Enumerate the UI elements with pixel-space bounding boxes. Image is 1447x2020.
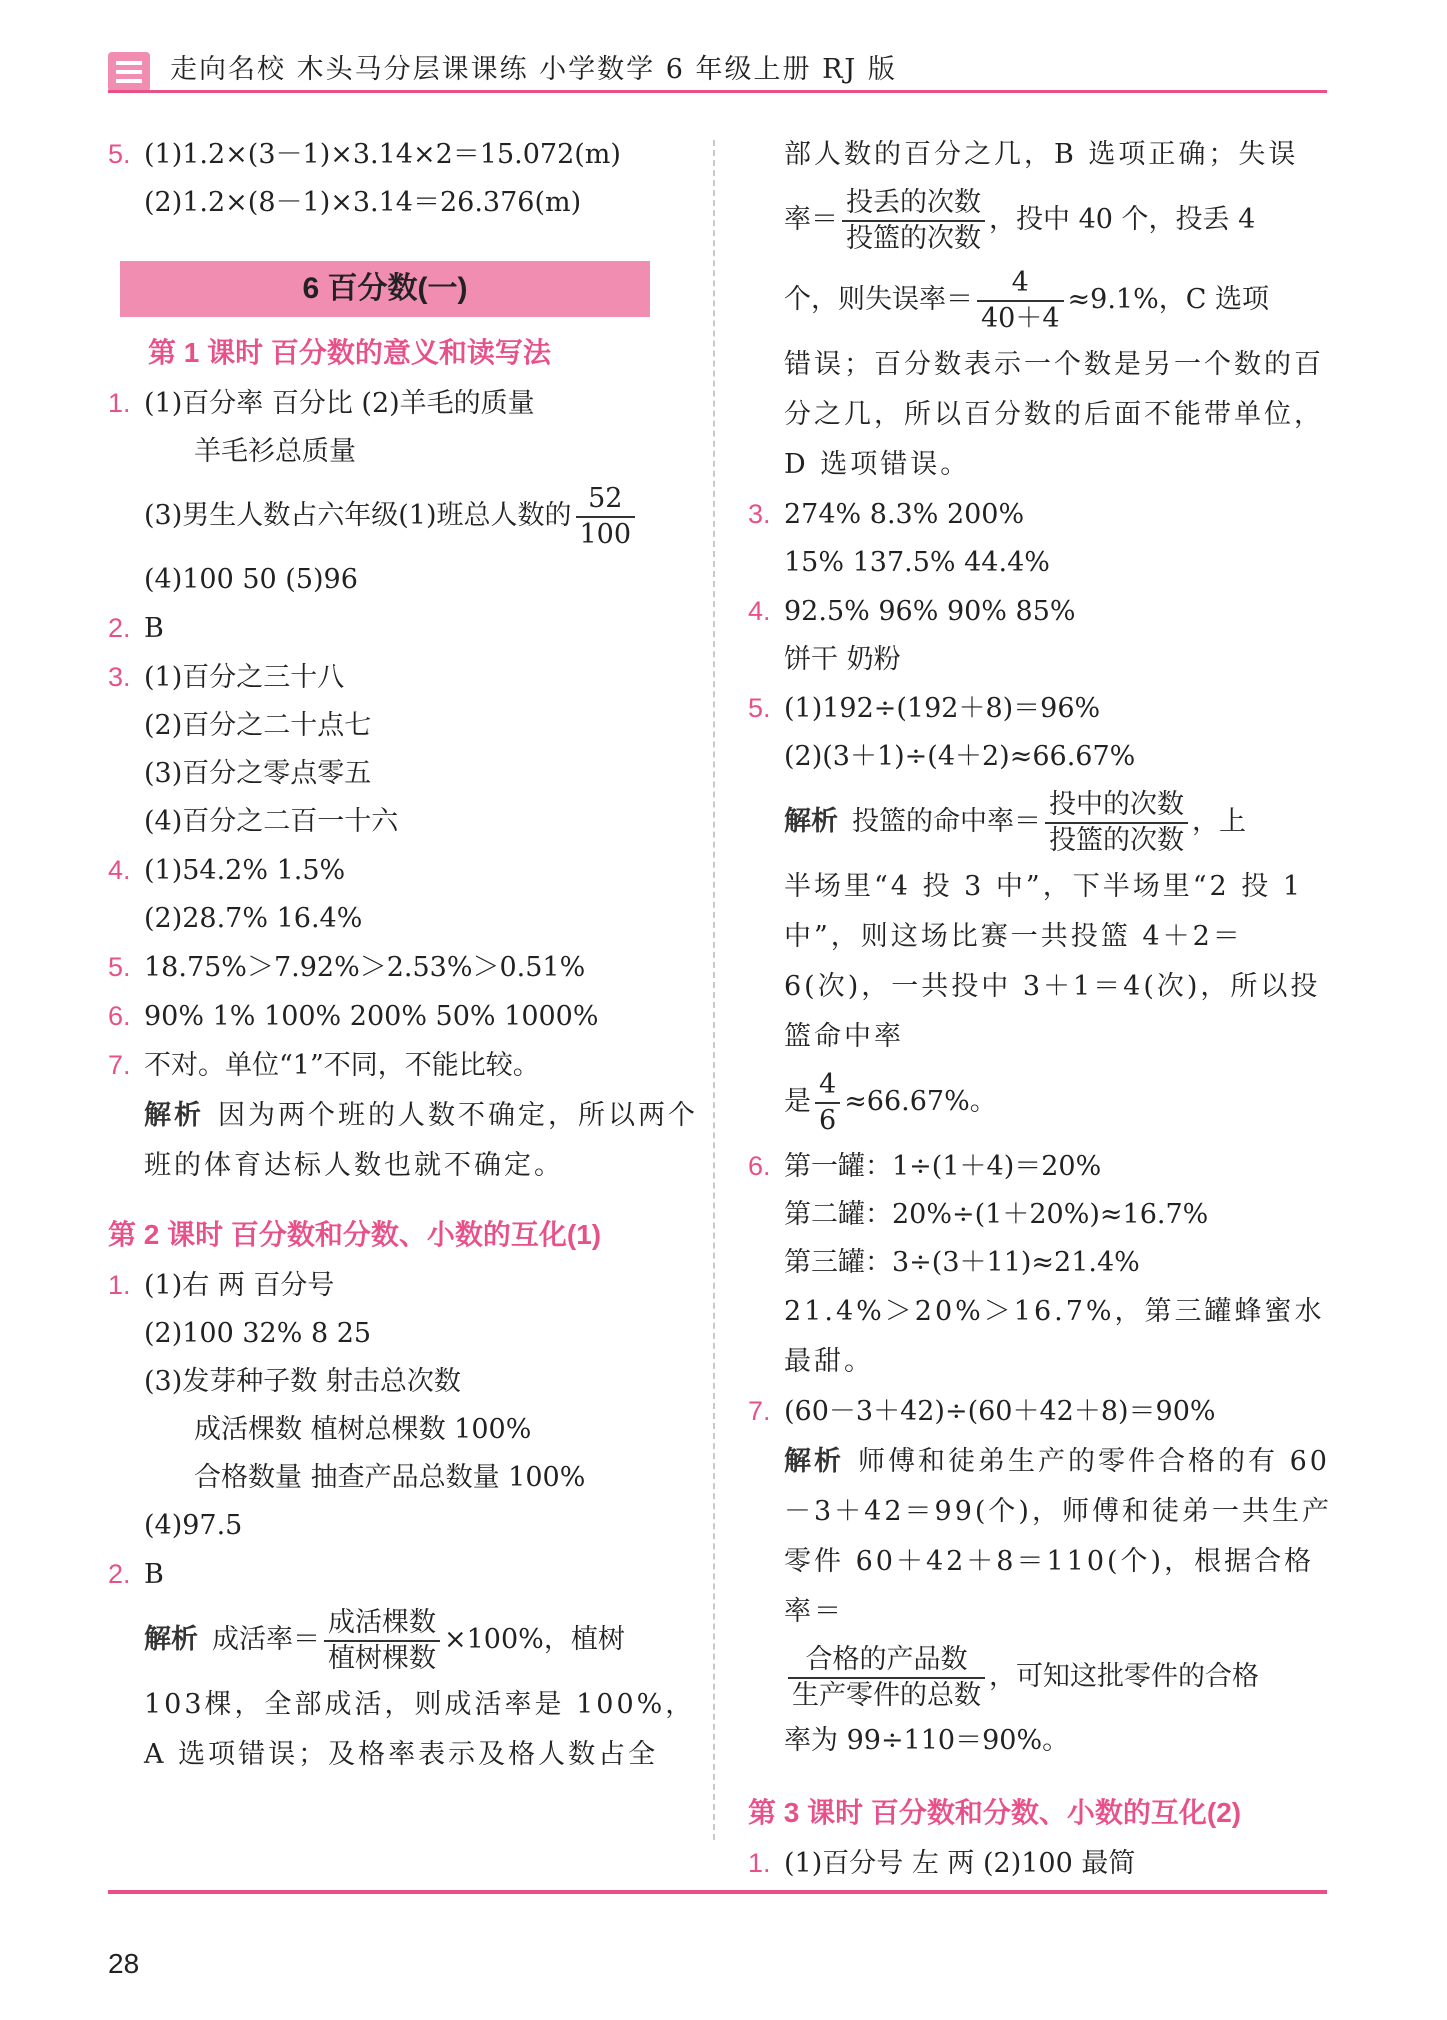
fraction: $\frac{\text{成活棵数}}{\text{植树棵数}}$ bbox=[324, 1606, 440, 1676]
l1-answer-3a: 3. (1)百分之三十八 bbox=[108, 662, 345, 693]
column-divider bbox=[713, 140, 715, 1840]
l1-answer-7: 7. 不对。单位“1”不同，不能比较。 bbox=[108, 1050, 540, 1081]
l1-answer-3c: (3)百分之零点零五 bbox=[144, 758, 372, 789]
l2-answer-1e: 合格数量 抽查产品总数量 100% bbox=[194, 1462, 586, 1493]
l2-answer-5a: 5. (1)192÷(192＋8)＝96% bbox=[748, 693, 1101, 724]
left-column bbox=[108, 130, 698, 1780]
l2-answer-5b: (2)(3＋1)÷(4＋2)≈66.67% bbox=[784, 741, 1136, 772]
header-logo-icon bbox=[108, 52, 150, 92]
l1-answer-1c: (3)男生人数占六年级(1)班总人数的 $\frac{52}{100}$ bbox=[108, 476, 698, 556]
l2-analysis-2: 解析 成活率＝ $\frac{\text{成活棵数}}{\text{植树棵数}}$ ×100%，植树 bbox=[144, 1606, 625, 1674]
l2-answer-6a: 6. 第一罐：1÷(1＋4)＝20% bbox=[748, 1151, 1102, 1182]
l2-answer-1c: (3)发芽种子数 射击总次数 bbox=[144, 1366, 461, 1397]
l2-answer-2: 2. B bbox=[108, 1559, 164, 1590]
answer-5-1: 5. (1)1.2×(3－1)×3.14×2＝15.072(m) bbox=[108, 139, 621, 170]
l1-answer-3d: (4)百分之二百一十六 bbox=[144, 806, 399, 837]
footer-rule bbox=[108, 1890, 1327, 1894]
l2-answer-1a: 1. (1)右 两 百分号 bbox=[108, 1270, 335, 1301]
lesson-3-title: 第 3 课时 百分数和分数、小数的互化(2) bbox=[748, 1797, 1242, 1828]
l2-answer-1f: (4)97.5 bbox=[144, 1510, 243, 1541]
l2-answer-4b: 饼干 奶粉 bbox=[784, 644, 901, 675]
l1-answer-5: 5. 18.75%＞7.92%＞2.53%＞0.51% bbox=[108, 952, 586, 983]
analysis-cont-3: 个，则失误率＝ $\frac{4}{40+4}$ ≈9.1%，C 选项 bbox=[784, 266, 1270, 334]
l1-answer-1b: 羊毛衫总质量 bbox=[194, 436, 356, 467]
right-column bbox=[748, 130, 1338, 1888]
l2-answer-1b: (2)100 32% 8 25 bbox=[144, 1318, 372, 1349]
fraction: $\frac{\text{投中的次数}}{\text{投篮的次数}}$ bbox=[1045, 788, 1188, 858]
l2-analysis-5: 解析 投篮的命中率＝ $\frac{\text{投中的次数}}{\text{投篮的次数}}$ ，上 bbox=[784, 788, 1246, 856]
l1-answer-2: 2. B bbox=[108, 613, 164, 644]
l2-analysis-7-end: 率为 99÷110＝90%。 bbox=[784, 1725, 1070, 1756]
l2-analysis-5-cont: 半场里“4 投 3 中”，下半场里“2 投 1 中”，则这场比赛一共投篮 4＋2＝6(次)，一共投中 3＋1＝4(次)，所以投篮命中率 bbox=[784, 871, 1321, 1052]
l1-analysis-7: 解析 因为两个班的人数不确定，所以两个班的体育达标人数也就不确定。 bbox=[144, 1100, 698, 1181]
l1-answer-1a: 1. (1)百分率 百分比 (2)羊毛的质量 bbox=[108, 388, 535, 419]
l2-analysis-7-frac: $\frac{\text{合格的产品数}}{\text{生产零件的总数}}$ ，可知这批零件的合格 bbox=[748, 1637, 1338, 1717]
page-number: 28 bbox=[108, 1948, 140, 1979]
fraction: $\frac{\text{合格的产品数}}{\text{生产零件的总数}}$ bbox=[788, 1643, 985, 1713]
l1-answer-1d: (4)100 50 (5)96 bbox=[144, 564, 358, 595]
analysis-cont-2: 率＝ $\frac{\text{投丢的次数}}{\text{投篮的次数}}$ ，投中 40 个，投丢 4 bbox=[784, 186, 1256, 254]
l1-answer-3b: (2)百分之二十点七 bbox=[144, 710, 372, 741]
l2-answer-1d: 成活棵数 植树总棵数 100% bbox=[194, 1414, 532, 1445]
answer-5-2: (2)1.2×(8－1)×3.14＝26.376(m) bbox=[144, 187, 582, 218]
l1-answer-4b: (2)28.7% 16.4% bbox=[144, 903, 363, 934]
l2-answer-6d: 21.4%＞20%＞16.7%，第三罐蜂蜜水最甜。 bbox=[784, 1296, 1325, 1377]
l2-answer-6b: 第二罐：20%÷(1＋20%)≈16.7% bbox=[784, 1199, 1209, 1230]
l2-answer-3b: 15% 137.5% 44.4% bbox=[784, 547, 1050, 578]
l2-answer-6c: 第三罐：3÷(3＋11)≈21.4% bbox=[784, 1247, 1140, 1278]
l2-answer-3a: 3. 274% 8.3% 200% bbox=[748, 499, 1025, 530]
l2-analysis-2-cont: 103棵，全部成活，则成活率是 100%，A 选项错误；及格率表示及格人数占全 bbox=[144, 1689, 696, 1770]
l3-answer-1: 1. (1)百分号 左 两 (2)100 最简 bbox=[748, 1848, 1136, 1879]
fraction: $\frac{4}{40+4}$ bbox=[977, 266, 1064, 336]
fraction: $\frac{4}{6}$ bbox=[815, 1068, 840, 1138]
l1-answer-6: 6. 90% 1% 100% 200% 50% 1000% bbox=[108, 1001, 599, 1032]
l2-answer-4a: 4. 92.5% 96% 90% 85% bbox=[748, 596, 1076, 627]
l1-answer-4a: 4. (1)54.2% 1.5% bbox=[108, 855, 346, 886]
header-title: 走向名校 木头马分层课课练 小学数学 6 年级上册 RJ 版 bbox=[170, 54, 897, 85]
l2-analysis-7: 解析 师傅和徒弟生产的零件合格的有 60－3＋42＝99(个)，师傅和徒弟一共生产零件 60＋42＋8＝110(个)，根据合格率＝ bbox=[784, 1446, 1332, 1627]
lesson-2-title: 第 2 课时 百分数和分数、小数的互化(1) bbox=[108, 1219, 602, 1250]
lesson-1-title: 第 1 课时 百分数的意义和读写法 bbox=[148, 337, 551, 368]
fraction: $\frac{\text{投丢的次数}}{\text{投篮的次数}}$ bbox=[842, 186, 985, 256]
header-rule bbox=[108, 90, 1327, 93]
fraction: $\frac{52}{100}$ bbox=[576, 482, 636, 552]
l2-analysis-5-end: 是 $\frac{4}{6}$ ≈66.67%。 bbox=[784, 1068, 997, 1136]
analysis-cont-4: 错误；百分数表示一个数是另一个数的百分之几，所以百分数的后面不能带单位，D 选项错误。 bbox=[784, 349, 1324, 480]
l2-answer-7: 7. (60－3＋42)÷(60＋42＋8)＝90% bbox=[748, 1396, 1216, 1427]
chapter-title: 6 百分数(一) bbox=[120, 261, 650, 317]
analysis-cont-1: 部人数的百分之几，B 选项正确；失误 bbox=[784, 139, 1299, 170]
